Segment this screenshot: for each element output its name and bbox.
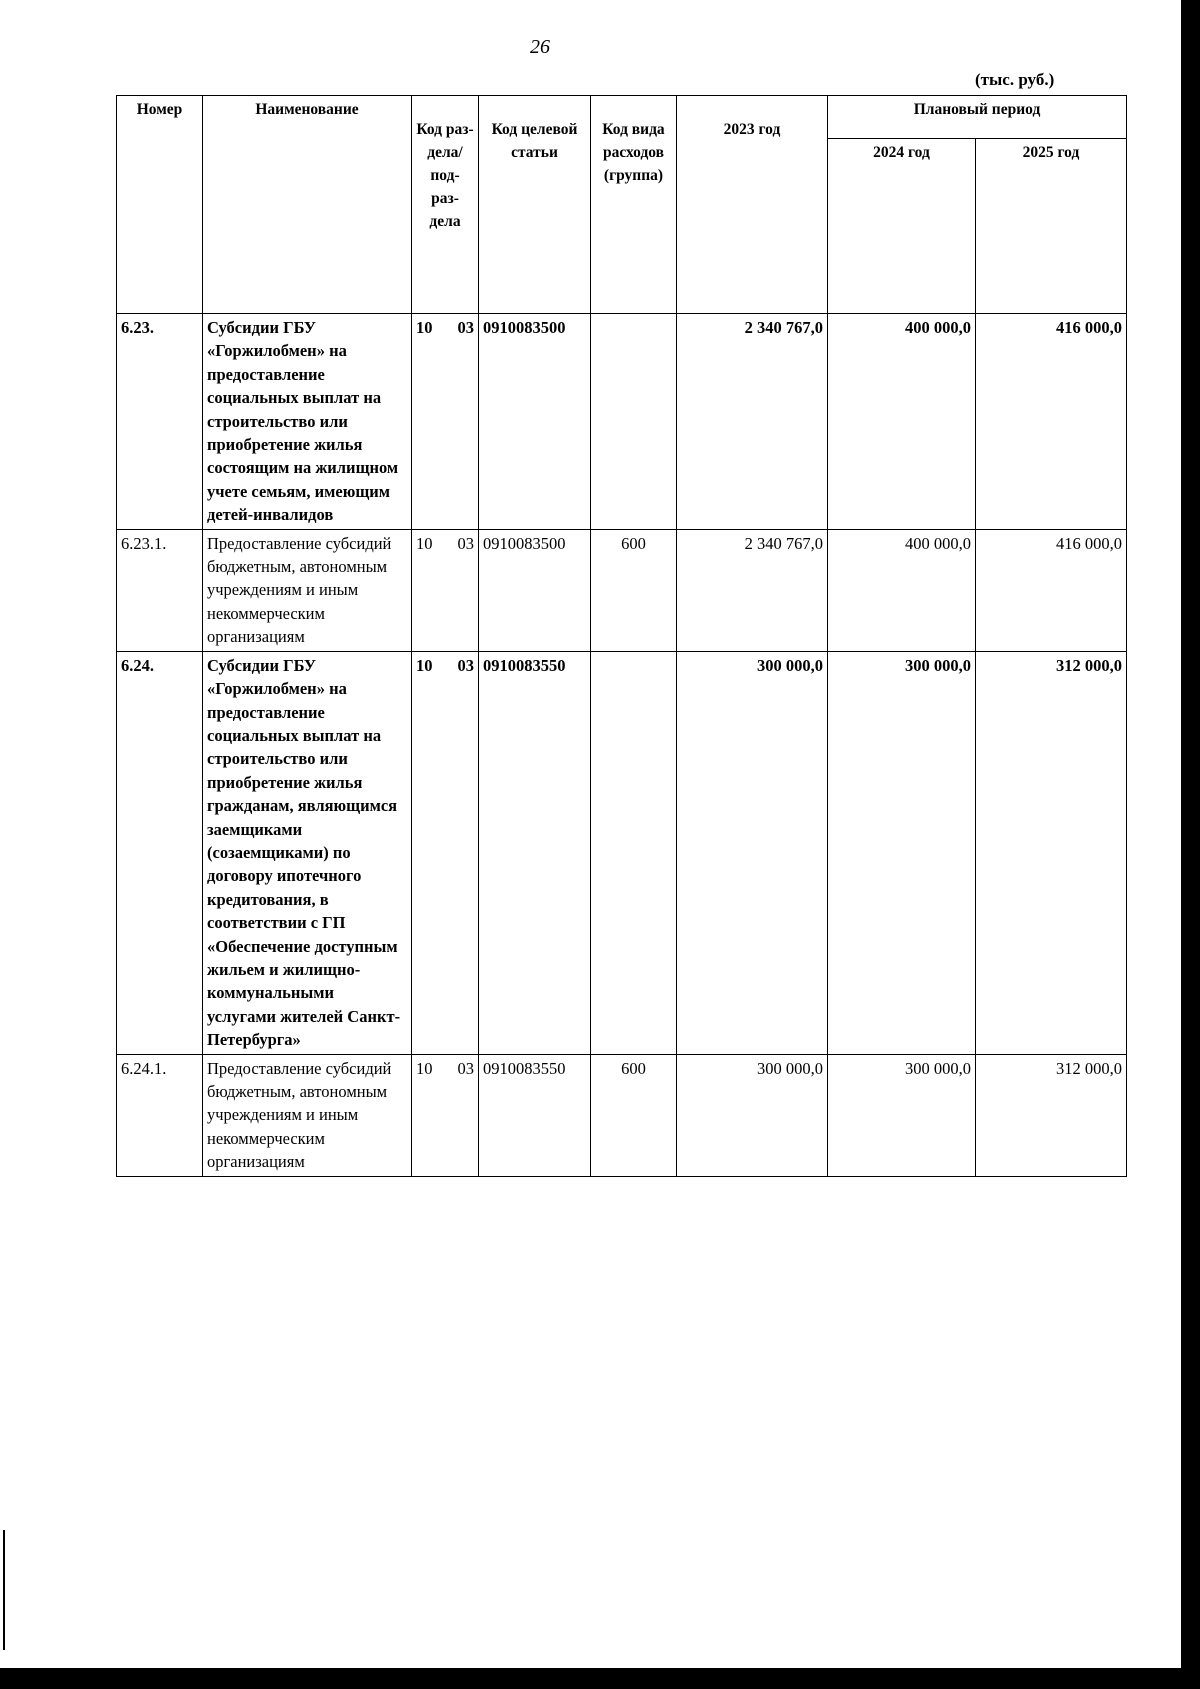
table-row xyxy=(117,651,1127,1054)
row-section: 10 xyxy=(416,1058,433,1078)
row-number: 6.24. xyxy=(117,651,203,1054)
row-target-code: 0910083500 xyxy=(479,314,591,530)
row-year-2025: 312 000,0 xyxy=(976,1054,1127,1176)
row-subsection: 03 xyxy=(457,318,474,337)
units-label: (тыс. руб.) xyxy=(975,70,1055,89)
row-subsection: 03 xyxy=(457,655,474,675)
row-expense-type: 600 xyxy=(591,1054,677,1176)
row-year-2023: 2 340 767,0 xyxy=(677,314,828,530)
table-row xyxy=(117,1054,1127,1176)
row-year-2025: 312 000,0 xyxy=(976,651,1127,1054)
table-row xyxy=(117,314,1127,530)
row-year-2023: 300 000,0 xyxy=(677,1054,828,1176)
row-section-code xyxy=(412,1054,479,1176)
header-number: Номер xyxy=(117,96,203,314)
row-expense-type xyxy=(591,651,677,1054)
row-number: 6.24.1. xyxy=(117,1054,203,1176)
row-number: 6.23.1. xyxy=(117,529,203,651)
row-name: Предоставление субсидий бюджетным, автономным учреждениям и иным некоммерческим организациям xyxy=(203,529,412,651)
row-year-2024: 300 000,0 xyxy=(828,1054,976,1176)
row-subsection: 03 xyxy=(457,1058,474,1078)
row-expense-type: 600 xyxy=(591,529,677,651)
table-row xyxy=(117,529,1127,651)
budget-table xyxy=(116,95,1127,1177)
header-year-2025: 2025 год xyxy=(976,139,1127,314)
row-name: Субсидии ГБУ «Горжилобмен» на предоставление социальных выплат на строительство или приобретение жилья гражданам, являющимся заемщиками (созаемщиками) по договору ипотечного кредитования, в соответствии с ГП «Обеспечение доступным жильем и жилищно-коммунальными услугами жителей Санкт-Петербурга» xyxy=(203,651,412,1054)
header-planned-period: Плановый период xyxy=(828,96,1127,139)
row-year-2025: 416 000,0 xyxy=(976,314,1127,530)
row-section: 10 xyxy=(416,655,433,675)
header-section-code: Код раз- дела/ под- раз- дела xyxy=(412,96,479,314)
row-year-2024: 300 000,0 xyxy=(828,651,976,1054)
header-name: Наименование xyxy=(203,96,412,314)
row-year-2023: 300 000,0 xyxy=(677,651,828,1054)
scan-edge-mark xyxy=(3,1530,5,1650)
row-section-code xyxy=(412,529,479,651)
row-year-2023: 2 340 767,0 xyxy=(677,529,828,651)
row-year-2025: 416 000,0 xyxy=(976,529,1127,651)
row-target-code: 0910083500 xyxy=(479,529,591,651)
header-year-2024: 2024 год xyxy=(828,139,976,314)
row-target-code: 0910083550 xyxy=(479,1054,591,1176)
row-expense-type xyxy=(591,314,677,530)
header-expense-type: Код вида расходов (группа) xyxy=(591,96,677,314)
row-year-2024: 400 000,0 xyxy=(828,529,976,651)
row-name: Предоставление субсидий бюджетным, автономным учреждениям и иным некоммерческим организациям xyxy=(203,1054,412,1176)
row-section: 10 xyxy=(416,533,433,553)
scan-border-bottom xyxy=(0,1668,1200,1689)
row-number: 6.23. xyxy=(117,314,203,530)
row-subsection: 03 xyxy=(457,533,474,553)
row-section-code xyxy=(412,314,479,530)
page-number: 26 xyxy=(530,36,550,58)
row-target-code: 0910083550 xyxy=(479,651,591,1054)
row-name: Субсидии ГБУ «Горжилобмен» на предоставление социальных выплат на строительство или приобретение жилья состоящим на жилищном учете семьям, имеющим детей-инвалидов xyxy=(203,314,412,530)
row-section-code xyxy=(412,651,479,1054)
header-target-code: Код целевой статьи xyxy=(479,96,591,314)
header-row xyxy=(117,96,1127,139)
row-year-2024: 400 000,0 xyxy=(828,314,976,530)
header-year-2023: 2023 год xyxy=(677,96,828,314)
scan-border-right xyxy=(1181,0,1200,1689)
row-section: 10 xyxy=(416,318,433,337)
